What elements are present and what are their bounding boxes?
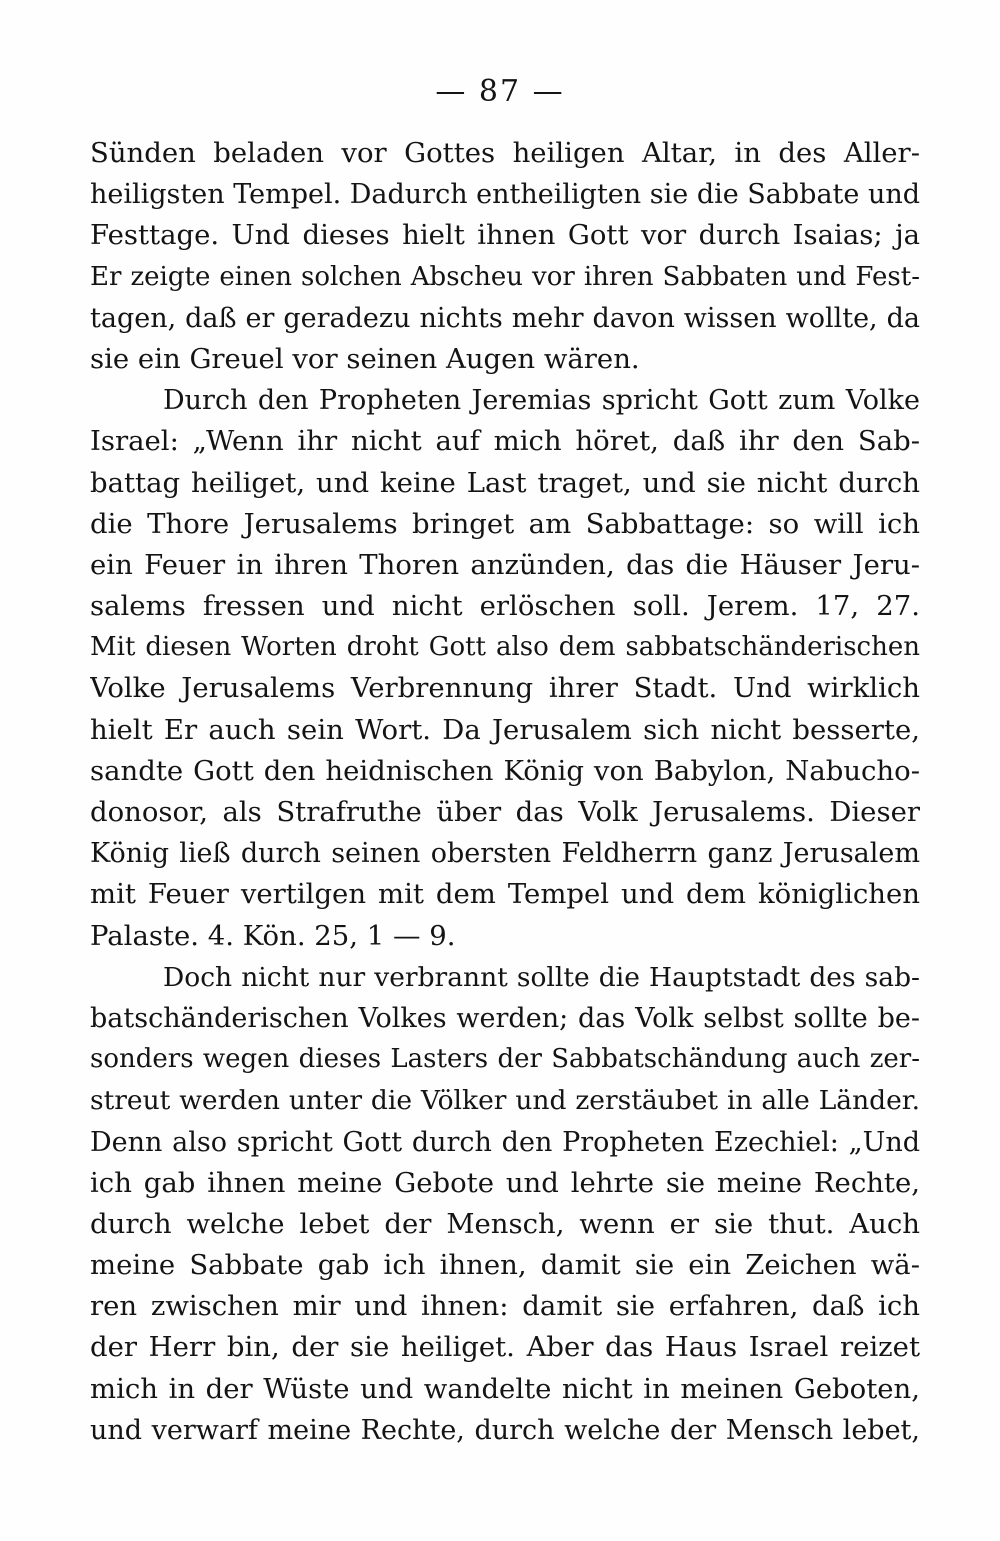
text-line: batschänderischen Volkes werden; das Volk selbst sollte be-: [90, 1002, 920, 1034]
text-line: Sünden beladen vor Gottes heiligen Altar, in des Aller-: [90, 137, 920, 169]
page-number: — 87 —: [435, 74, 565, 109]
text-line: hielt Er auch sein Wort. Da Jerusalem sich nicht besserte,: [90, 713, 920, 746]
text-line: mich in der Wüste und wandelte nicht in meinen Geboten,: [90, 1372, 920, 1405]
text-line: König ließ durch seinen obersten Feldherrn ganz Jerusalem: [90, 838, 920, 870]
text-line: battag heiliget, und keine Last traget, und sie nicht durch: [90, 466, 920, 499]
text-line: sonders wegen dieses Lasters der Sabbatschändung auch zer-: [90, 1044, 920, 1075]
text-line: die Thore Jerusalems bringet am Sabbattage: so will ich: [90, 507, 920, 540]
text-line: Israel: „Wenn ihr nicht auf mich höret, daß ihr den Sab-: [90, 425, 920, 458]
text-line: Volke Jerusalems Verbrennung ihrer Stadt. Und wirklich: [90, 672, 920, 705]
text-line: heiligsten Tempel. Dadurch entheiligten sie die Sabbate und: [90, 179, 920, 211]
text-line: und verwarf meine Rechte, durch welche der Mensch lebet,: [90, 1414, 920, 1446]
text-line: streut werden unter die Völker und zerstäubet in alle Länder.: [90, 1085, 920, 1117]
text-line: tagen, daß er geradezu nichts mehr davon wissen wollte, da: [90, 302, 920, 334]
text-line: donosor, als Strafruthe über das Volk Jerusalems. Dieser: [90, 796, 920, 828]
text-line: sie ein Greuel vor seinen Augen wären.: [90, 342, 640, 375]
text-line: meine Sabbate gab ich ihnen, damit sie ein Zeichen wä-: [90, 1249, 920, 1282]
text-line: durch welche lebet der Mensch, wenn er sie thut. Auch: [90, 1207, 920, 1240]
text-line: ich gab ihnen meine Gebote und lehrte sie meine Rechte,: [90, 1166, 920, 1199]
text-line: salems fressen und nicht erlöschen soll. Jerem. 17, 27.: [90, 590, 920, 623]
body-text: [90, 133, 920, 1451]
text-line: Denn also spricht Gott durch den Propheten Ezechiel: „Und: [90, 1126, 920, 1158]
text-line: der Herr bin, der sie heiliget. Aber das Haus Israel reizet: [90, 1331, 920, 1364]
text-line: sandte Gott den heidnischen König von Babylon, Nabucho-: [90, 754, 920, 787]
text-line: Palaste. 4. Kön. 25, 1 — 9.: [90, 919, 456, 952]
text-line: Festtage. Und dieses hielt ihnen Gott vor durch Isaias; ja: [90, 219, 920, 252]
text-line: ren zwischen mir und ihnen: damit sie erfahren, daß ich: [90, 1290, 920, 1323]
text-line: Durch den Propheten Jeremias spricht Gott zum Volke: [163, 385, 920, 417]
text-line: ein Feuer in ihren Thoren anzünden, das die Häuser Jeru-: [90, 548, 920, 581]
text-line: Doch nicht nur verbrannt sollte die Hauptstadt des sab-: [163, 961, 920, 993]
text-line: mit Feuer vertilgen mit dem Tempel und dem königlichen: [90, 878, 920, 911]
text-line: Mit diesen Worten droht Gott also dem sabbatschänderischen: [90, 632, 920, 663]
text-line: Er zeigte einen solchen Abscheu vor ihren Sabbaten und Fest-: [90, 261, 920, 292]
